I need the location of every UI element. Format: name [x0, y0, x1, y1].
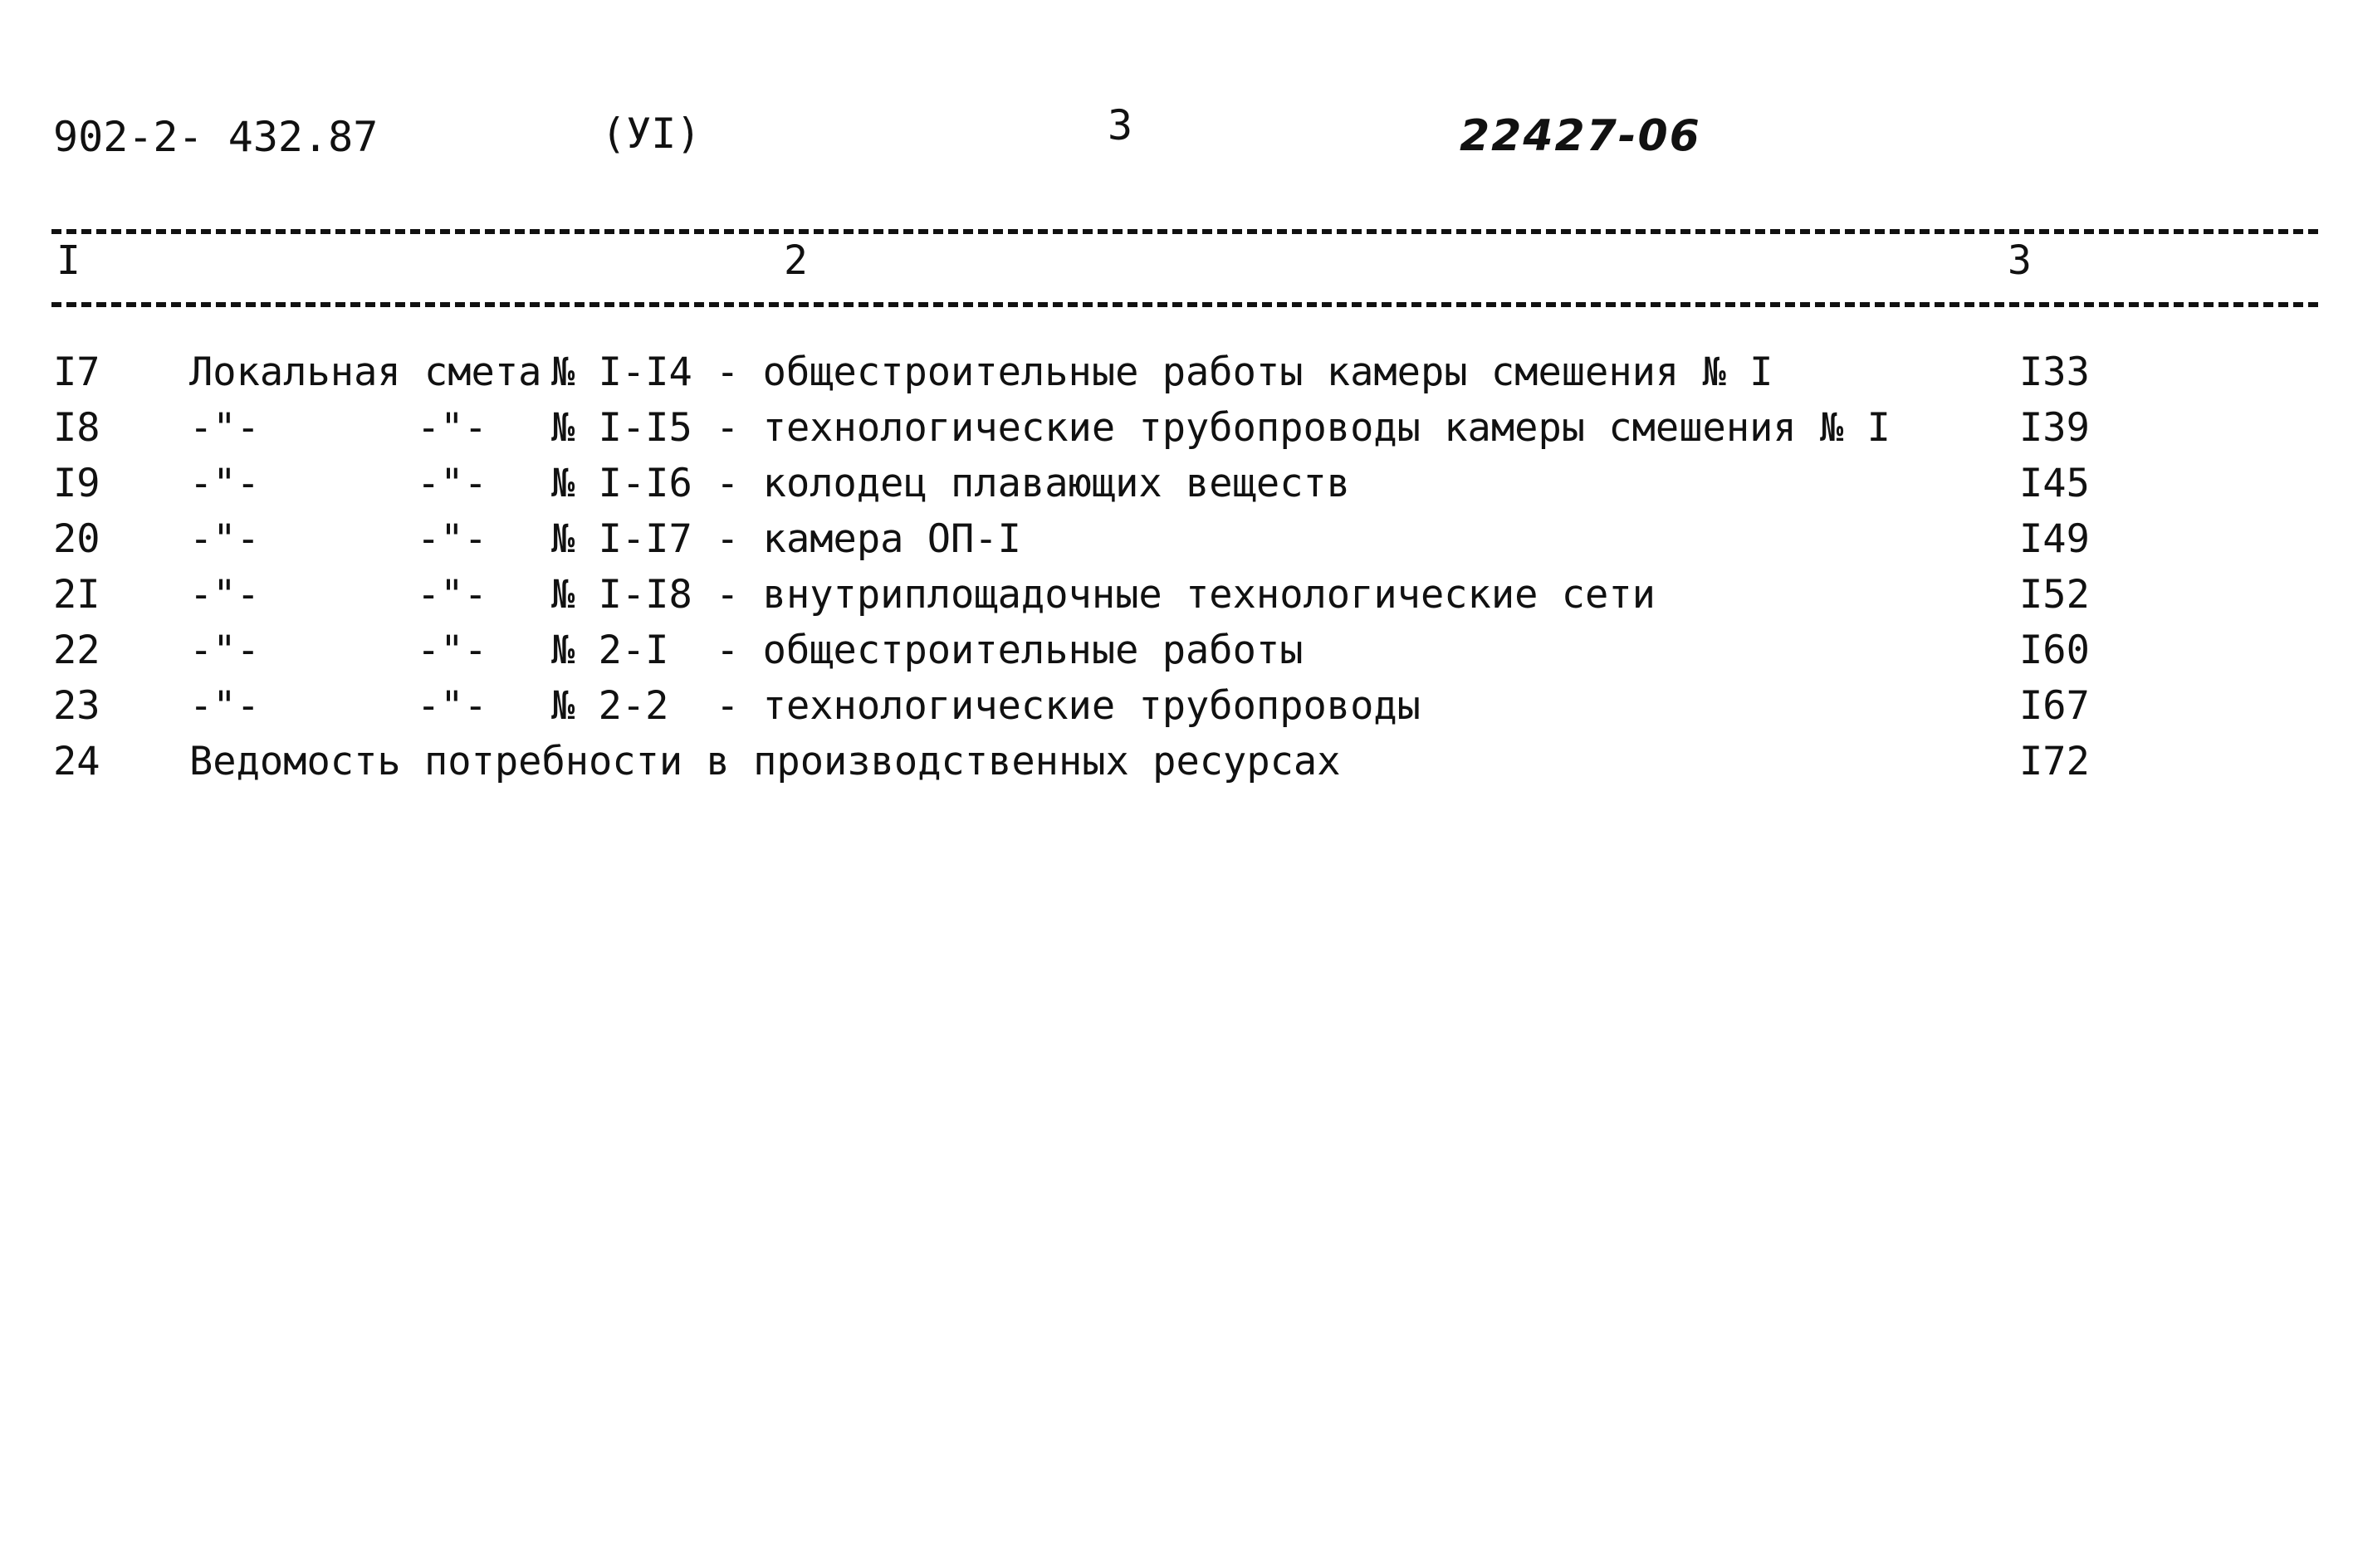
dashed-divider-bottom	[51, 302, 2318, 307]
row-description: № I-I8 - внутриплощадочные технологические сети	[551, 572, 1656, 618]
row-page: I72	[2019, 739, 2090, 784]
row-title: Ведомость потребности в производственных ресурсах	[189, 739, 1341, 784]
dashed-divider-top	[51, 229, 2318, 234]
column-header-3: 3	[2008, 237, 2032, 284]
row-number: I7	[53, 349, 100, 395]
ditto-mark: -"-	[417, 461, 487, 506]
row-page: I52	[2019, 572, 2090, 618]
ditto-mark: -"-	[189, 572, 260, 618]
row-number: 20	[53, 516, 100, 562]
ditto-mark: -"-	[189, 683, 260, 729]
row-description: № I-I7 - камера ОП-I	[551, 516, 1021, 562]
table-row	[0, 401, 2353, 456]
row-number: 24	[53, 739, 100, 784]
row-page: I39	[2019, 405, 2090, 451]
ditto-mark: -"-	[189, 628, 260, 673]
row-number: 23	[53, 683, 100, 729]
ditto-mark: -"-	[189, 516, 260, 562]
row-page: I60	[2019, 628, 2090, 673]
row-number: 2I	[53, 572, 100, 618]
row-description: № I-I5 - технологические трубопроводы камеры смешения № I	[551, 405, 1891, 451]
table-row	[0, 345, 2353, 400]
sheet-label: (УI)	[601, 110, 702, 158]
column-header-1: I	[56, 237, 81, 284]
row-page: I33	[2019, 349, 2090, 395]
row-title: Локальная смета	[189, 349, 542, 395]
ditto-mark: -"-	[189, 461, 260, 506]
row-description: № 2-2 - технологические трубопроводы	[551, 683, 1421, 729]
table-row	[0, 623, 2353, 678]
table-row	[0, 679, 2353, 734]
row-page: I49	[2019, 516, 2090, 562]
row-number: 22	[53, 628, 100, 673]
table-row	[0, 735, 2353, 789]
row-number: I9	[53, 461, 100, 506]
ditto-mark: -"-	[417, 405, 487, 451]
page-number: 3	[1108, 101, 1133, 149]
row-description: № I-I6 - колодец плавающих веществ	[551, 461, 1351, 506]
row-page: I45	[2019, 461, 2090, 506]
row-number: I8	[53, 405, 100, 451]
ditto-mark: -"-	[417, 683, 487, 729]
column-header-2: 2	[784, 237, 808, 284]
ditto-mark: -"-	[189, 405, 260, 451]
table-row	[0, 568, 2353, 623]
handwritten-number: 22427-06	[1460, 111, 1701, 161]
row-page: I67	[2019, 683, 2090, 729]
ditto-mark: -"-	[417, 516, 487, 562]
table-row	[0, 457, 2353, 511]
ditto-mark: -"-	[417, 628, 487, 673]
document-code: 902-2- 432.87	[53, 113, 379, 161]
row-description: № 2-I - общестроительные работы	[551, 628, 1304, 673]
table-row	[0, 512, 2353, 567]
ditto-mark: -"-	[417, 572, 487, 618]
row-description: № I-I4 - общестроительные работы камеры смешения № I	[551, 349, 1773, 395]
